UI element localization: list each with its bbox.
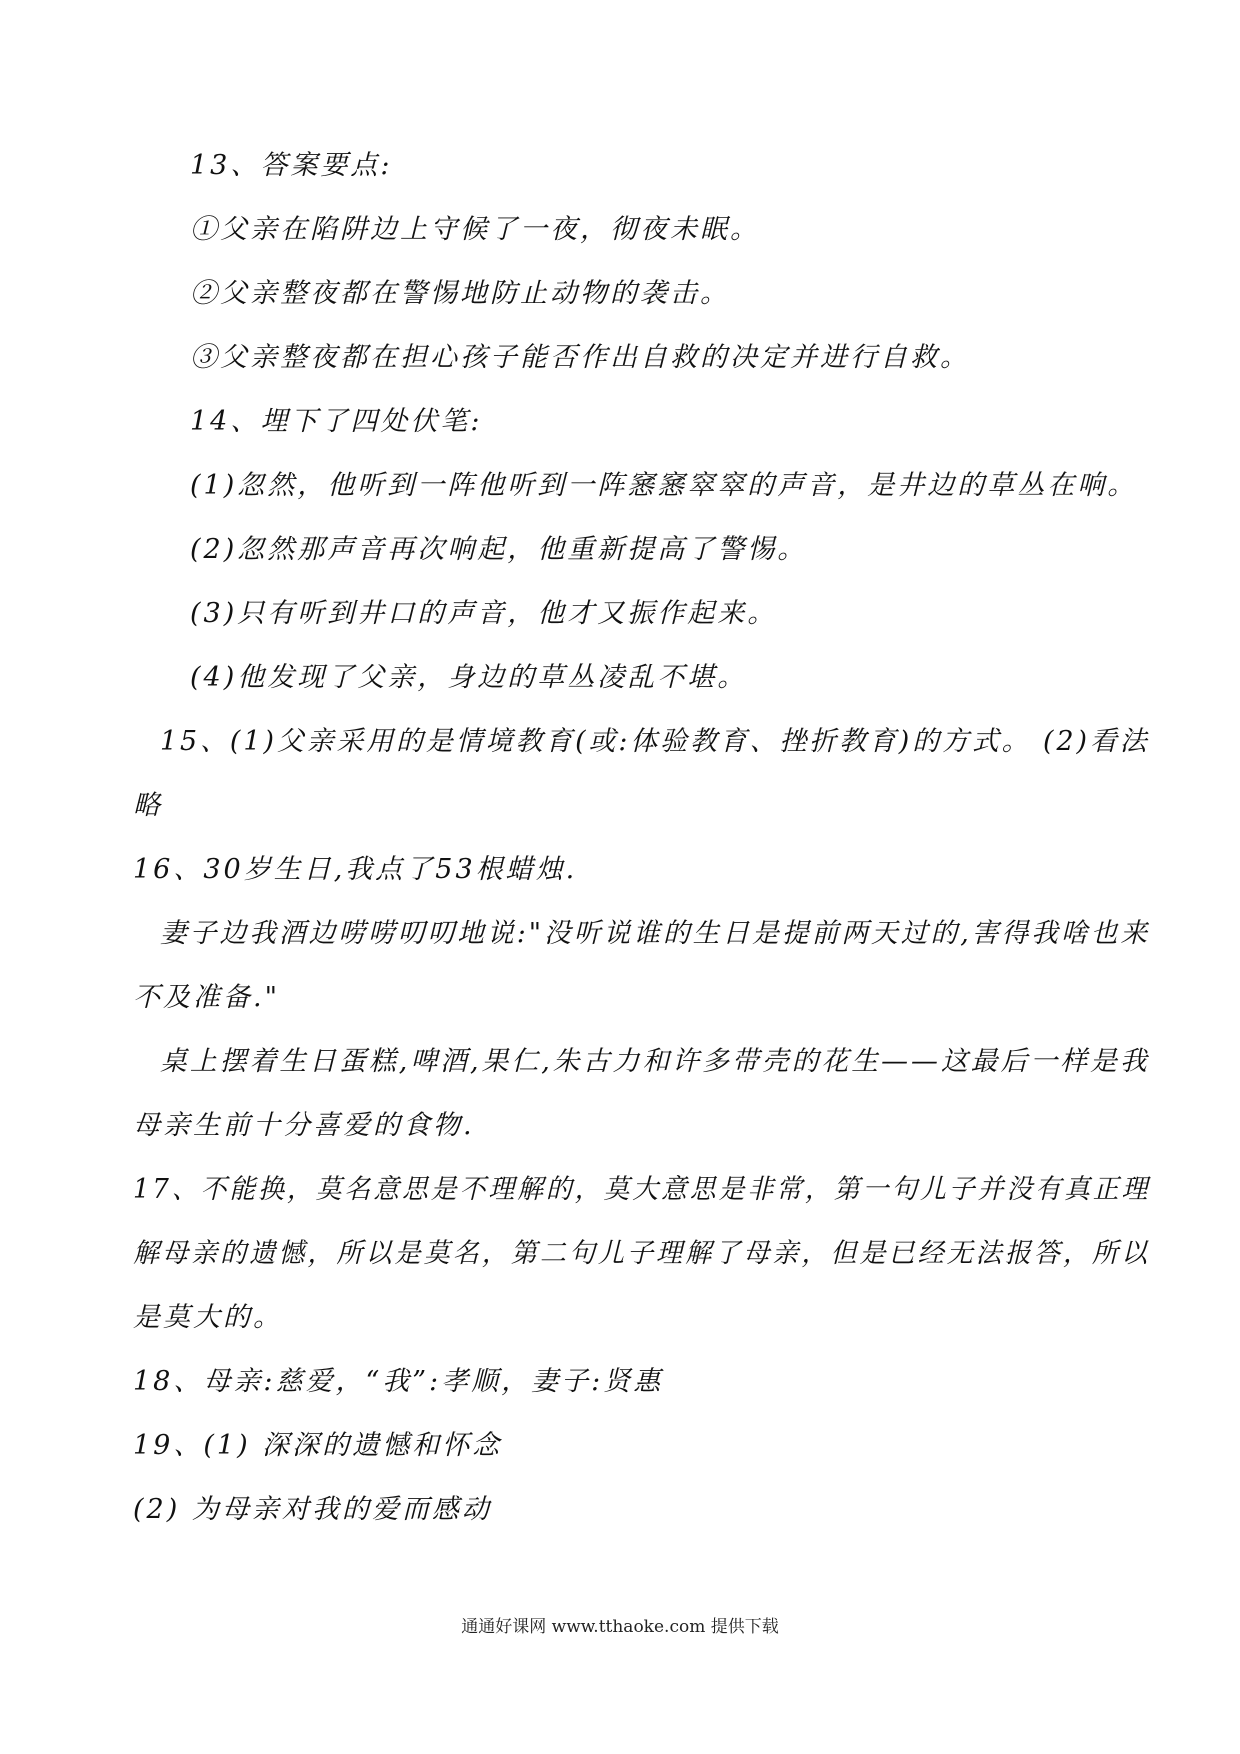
- answer-16-para-1-line-1: 妻子边我酒边唠唠叨叨地说:"没听说谁的生日是提前两天过的,害得我啥也来: [160, 918, 1151, 949]
- answer-17-line-3: 是莫大的。: [133, 1302, 283, 1333]
- answer-15-line-1: 15、(1)父亲采用的是情境教育(或:体验教育、挫折教育)的方式。 (2)看法: [160, 726, 1150, 757]
- answer-13-point-1: ①父亲在陷阱边上守候了一夜，彻夜未眠。: [190, 214, 760, 245]
- answer-17-line-2: 解母亲的遗憾，所以是莫名，第二句儿子理解了母亲，但是已经无法报答，所以: [133, 1238, 1151, 1269]
- answer-17-line-1: 17、不能换，莫名意思是不理解的，莫大意思是非常，第一句儿子并没有真正理: [133, 1174, 1151, 1205]
- answer-14-item-3: (3)只有听到井口的声音，他才又振作起来。: [190, 598, 778, 629]
- answer-14-item-2: (2)忽然那声音再次响起，他重新提高了警惕。: [190, 534, 808, 565]
- answer-13-point-2: ②父亲整夜都在警惕地防止动物的袭击。: [190, 278, 730, 309]
- answer-16-para-2-line-2: 母亲生前十分喜爱的食物.: [133, 1110, 475, 1141]
- answer-13-heading: 13、答案要点:: [190, 150, 393, 181]
- answer-19-item-2: (2) 为母亲对我的爱而感动: [133, 1494, 492, 1525]
- answer-14-heading: 14、埋下了四处伏笔:: [190, 406, 483, 437]
- answer-15-line-2: 略: [133, 790, 163, 821]
- answer-16-para-2-line-1: 桌上摆着生日蛋糕,啤酒,果仁,朱古力和许多带壳的花生——这最后一样是我: [160, 1046, 1150, 1077]
- answer-19-item-1: 19、(1) 深深的遗憾和怀念: [133, 1430, 503, 1461]
- answer-13-point-3: ③父亲整夜都在担心孩子能否作出自救的决定并进行自救。: [190, 342, 970, 373]
- answer-18: 18、母亲:慈爱，“我”:孝顺，妻子:贤惠: [133, 1366, 664, 1397]
- answer-16-heading: 16、30岁生日,我点了53根蜡烛.: [133, 854, 578, 885]
- page-footer: 通通好课网 www.tthaoke.com 提供下载: [461, 1617, 779, 1637]
- answer-16-para-1-line-2: 不及准备.": [133, 982, 281, 1013]
- answer-14-item-4: (4)他发现了父亲，身边的草丛凌乱不堪。: [190, 662, 748, 693]
- answer-14-item-1: (1)忽然，他听到一阵他听到一阵窸窸窣窣的声音，是井边的草丛在响。: [190, 470, 1138, 501]
